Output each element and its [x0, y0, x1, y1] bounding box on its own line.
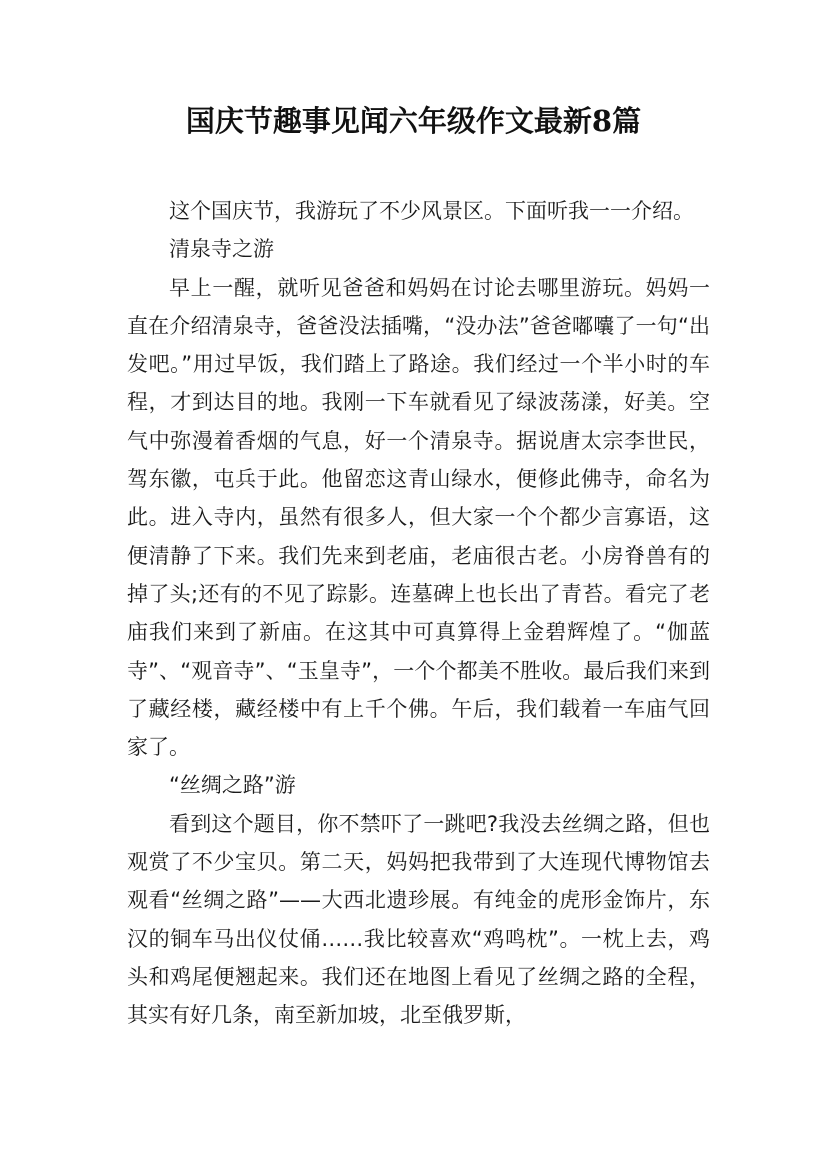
document-title: 国庆节趣事见闻六年级作文最新8篇	[185, 104, 642, 138]
paragraph-silk-road: 看到这个题目，你不禁吓了一跳吧?我没去丝绸之路，但也观赏了不少宝贝。第二天，妈妈把我带到了大连现代博物馆去观看“丝绸之路”——大西北遗珍展。有纯金的虎形金饰片，东汉的铜车马出仪仗俑……我比较喜欢“鸡鸣枕”。一枕上去，鸡头和鸡尾便翘起来。我们还在地图上看见了丝绸之路的全程，其实有好几条，南至新加坡，北至俄罗斯，	[127, 811, 710, 1028]
section-heading-silk-road: “丝绸之路”游	[169, 773, 296, 798]
paragraph-intro: 这个国庆节，我游玩了不少风景区。下面听我一一介绍。	[169, 199, 694, 223]
document-body	[127, 192, 710, 1035]
paragraph-qingquan-temple: 早上一醒，就听见爸爸和妈妈在讨论去哪里游玩。妈妈一直在介绍清泉寺，爸爸没法插嘴，“没办法”爸爸嘟囔了一句“出发吧。”用过早饭，我们踏上了路途。我们经过一个半小时的车程，才到达目的地。我刚一下车就看见了绿波荡漾，好美。空气中弥漫着香烟的气息，好一个清泉寺。据说唐太宗李世民，驾东徽，屯兵于此。他留恋这青山绿水，便修此佛寺，命名为此。进入寺内，虽然有很多人，但大家一个个都少言寡语，这便清静了下来。我们先来到老庙，老庙很古老。小房脊兽有的掉了头;还有的不见了踪影。连墓碑上也长出了青苔。看完了老庙我们来到了新庙。在这其中可真算得上金碧辉煌了。“伽蓝寺”、“观音寺”、“玉皇寺”，一个个都美不胜收。最后我们来到了藏经楼，藏经楼中有上千个佛。午后，我们载着一车庙气回家了。	[127, 275, 710, 760]
section-heading-qingquan-temple: 清泉寺之游	[169, 237, 274, 262]
